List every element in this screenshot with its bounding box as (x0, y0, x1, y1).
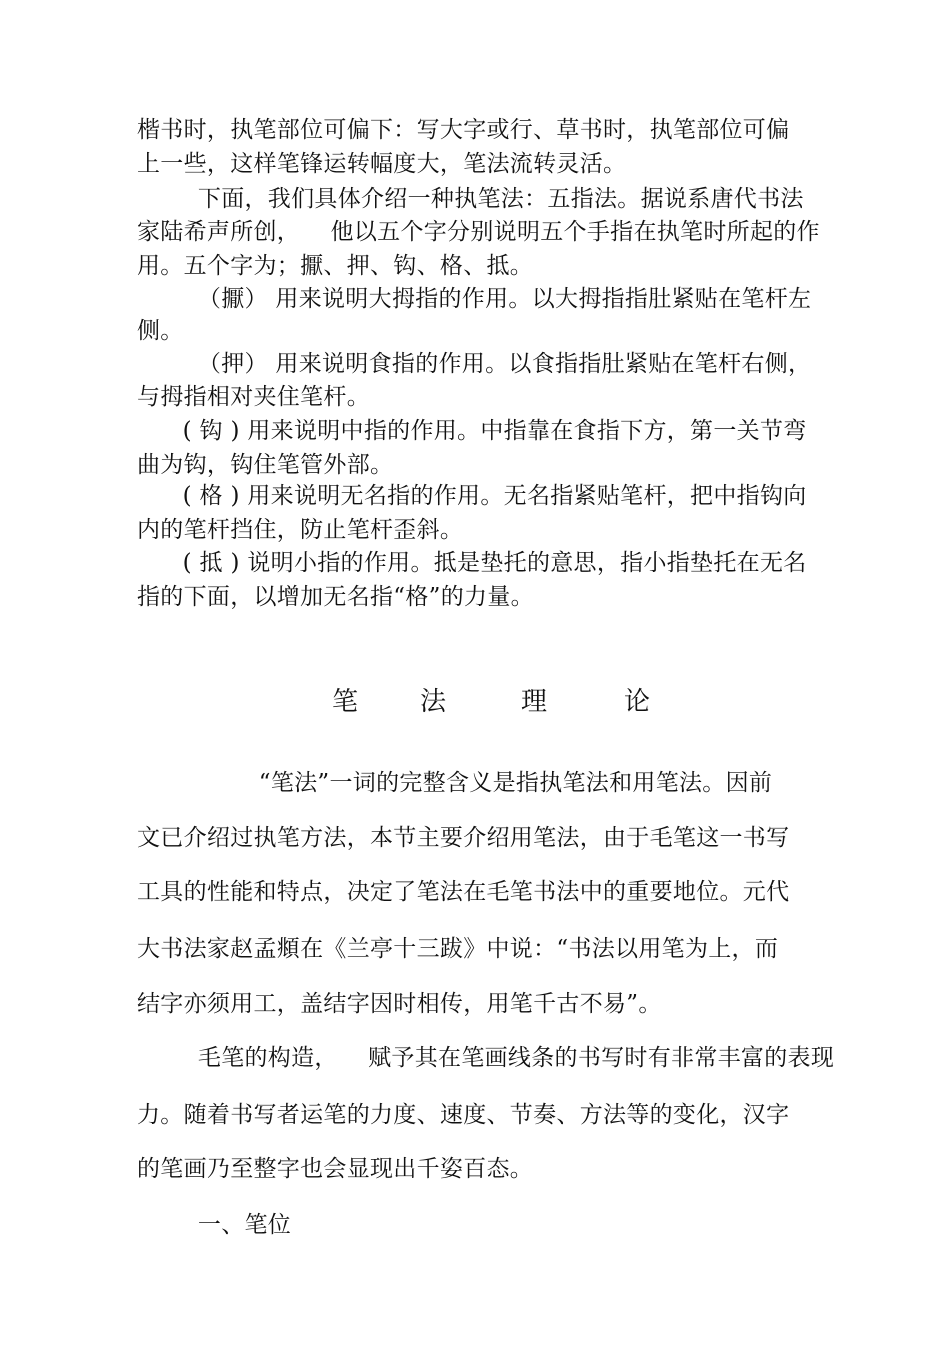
paragraph-line: 毛笔的构造， 赋予其在笔画线条的书写时有非常丰富的表现 (137, 1045, 835, 1071)
paragraph-line: “笔法”一词的完整含义是指执笔法和用笔法。因前 (137, 770, 773, 796)
paragraph-line: ( 钩 ) 用来说明中指的作用。中指靠在食指下方，第一关节弯 (137, 418, 807, 444)
paragraph-line: 用。五个字为；擫、押、钩、格、抵。 (137, 253, 534, 279)
paragraph-line: 曲为钩，钩住笔管外部。 (137, 452, 394, 478)
paragraph-line: 工具的性能和特点，决定了笔法在毛笔书法中的重要地位。元代 (137, 879, 790, 905)
paragraph-line: 结字亦须用工，盖结字因时相传，用笔千古不易”。 (137, 991, 662, 1017)
heading-char: 笔 (332, 687, 359, 717)
heading-char: 论 (624, 687, 651, 717)
paragraph-line: 的笔画乃至整字也会显现出千姿百态。 (137, 1156, 534, 1182)
paragraph-line: 与拇指相对夹住笔杆。 (137, 384, 370, 410)
section-heading (0, 684, 950, 724)
paragraph-line: 文已介绍过执笔方法，本节主要介绍用笔法，由于毛笔这一书写 (137, 825, 790, 851)
paragraph-line: 大书法家赵孟頫在《兰亭十三跋》中说：“书法以用笔为上，而 (137, 936, 779, 962)
heading-char: 理 (521, 687, 548, 717)
paragraph-line: ( 抵 ) 说明小指的作用。抵是垫托的意思，指小指垫托在无名 (137, 550, 807, 576)
paragraph-line: 内的笔杆挡住，防止笔杆歪斜。 (137, 517, 464, 543)
heading-char: 法 (420, 687, 447, 717)
paragraph-line: 家陆希声所创， 他以五个字分别说明五个手指在执笔时所起的作 (137, 219, 820, 245)
subheading: 一、笔位 (137, 1212, 292, 1238)
paragraph-line: 侧。 (137, 318, 184, 344)
paragraph-line: （押） 用来说明食指的作用。以食指指肚紧贴在笔杆右侧， (137, 351, 812, 377)
paragraph-line: 下面，我们具体介绍一种执笔法：五指法。据说系唐代书法 (137, 186, 804, 212)
paragraph-line: 上一些，这样笔锋运转幅度大，笔法流转灵活。 (137, 151, 627, 177)
paragraph-line: （擫） 用来说明大拇指的作用。以大拇指指肚紧贴在笔杆左 (137, 286, 812, 312)
paragraph-line: 指的下面，以增加无名指“格”的力量。 (137, 584, 534, 610)
paragraph-line: ( 格 ) 用来说明无名指的作用。无名指紧贴笔杆，把中指钩向 (137, 483, 807, 509)
paragraph-line: 楷书时，执笔部位可偏下：写大字或行、草书时，执笔部位可偏 (137, 117, 790, 143)
paragraph-line: 力。随着书写者运笔的力度、速度、节奏、方法等的变化，汉字 (137, 1102, 790, 1128)
